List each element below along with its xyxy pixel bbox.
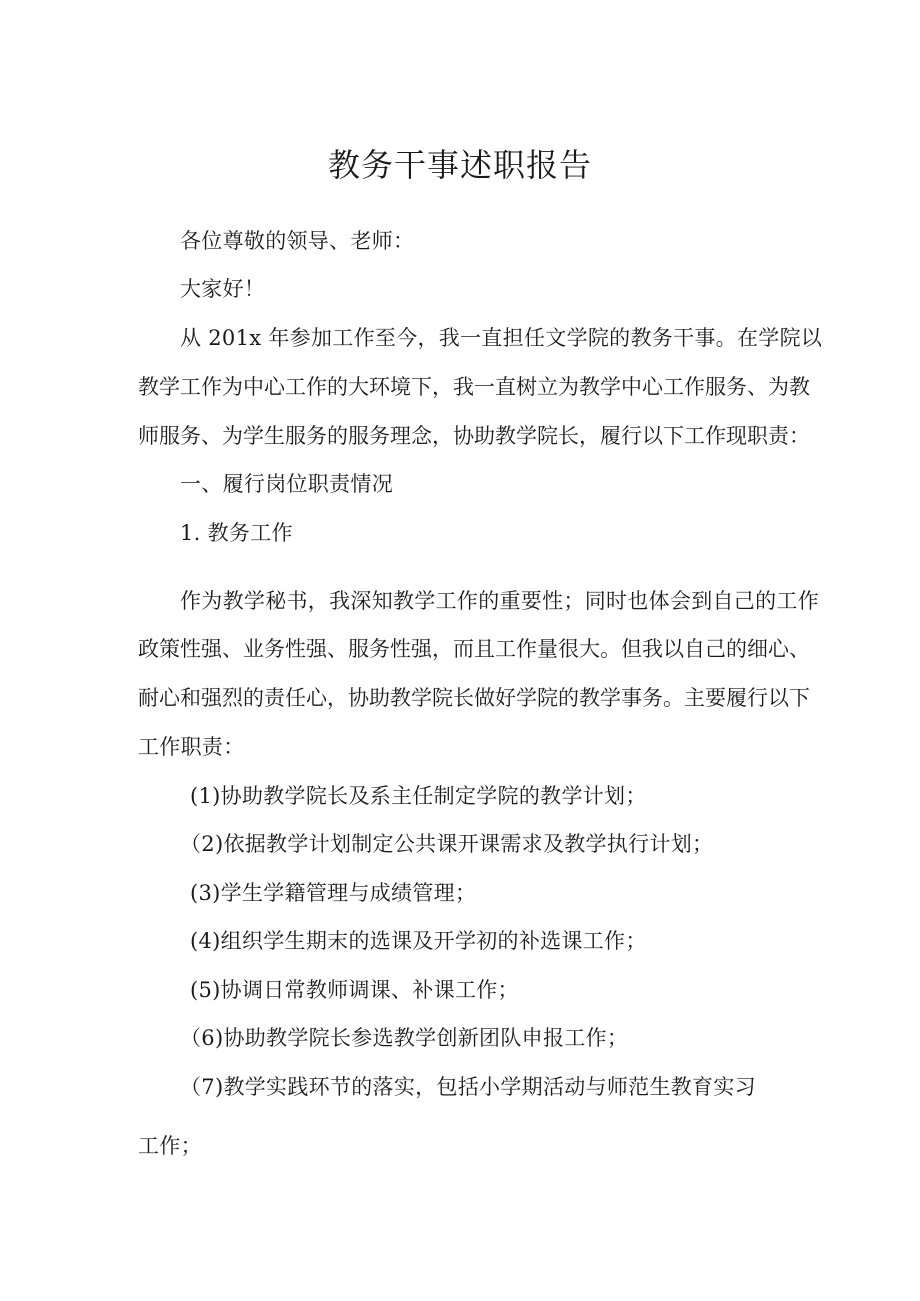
duty-item-1: (1)协助教学院长及系主任制定学院的教学计划； bbox=[190, 784, 647, 808]
intro-line-1: 从 201x 年参加工作至今，我一直担任文学院的教务干事。在学院以 bbox=[180, 326, 823, 350]
duty-item-2: （2)依据教学计划制定公共课开课需求及教学执行计划； bbox=[180, 832, 714, 856]
document-title: 教务干事述职报告 bbox=[327, 146, 592, 184]
body-line-4: 工作职责： bbox=[138, 735, 245, 759]
body-line-2: 政策性强、业务性强、服务性强，而且工作量很大。但我以自己的细心、 bbox=[138, 637, 810, 661]
duty-item-3: (3)学生学籍管理与成绩管理； bbox=[190, 881, 477, 905]
body-line-1: 作为教学秘书，我深知教学工作的重要性；同时也体会到自己的工作 bbox=[180, 589, 819, 613]
subsection-heading: 1. 教务工作 bbox=[180, 521, 293, 545]
intro-line-2: 教学工作为中心工作的大环境下，我一直树立为教学中心工作服务、为教 bbox=[138, 375, 810, 399]
duty-item-7-continuation: 工作； bbox=[138, 1134, 202, 1158]
intro-line-3: 师服务、为学生服务的服务理念，协助教学院长，履行以下工作现职责： bbox=[138, 424, 810, 448]
duty-item-5: (5)协调日常教师调课、补课工作； bbox=[190, 978, 519, 1002]
salutation: 各位尊敬的领导、老师： bbox=[180, 229, 415, 253]
greeting: 大家好！ bbox=[180, 277, 266, 301]
section-heading: 一、履行岗位职责情况 bbox=[180, 472, 393, 496]
body-line-3: 耐心和强烈的责任心，协助教学院长做好学院的教学事务。主要履行以下 bbox=[138, 686, 810, 710]
duty-item-6: （6)协助教学院长参选教学创新团队申报工作； bbox=[180, 1026, 629, 1050]
duty-item-7: （7)教学实践环节的落实，包括小学期活动与师范生教育实习 bbox=[180, 1075, 756, 1099]
duty-item-4: (4)组织学生期末的选课及开学初的补选课工作； bbox=[190, 929, 647, 953]
